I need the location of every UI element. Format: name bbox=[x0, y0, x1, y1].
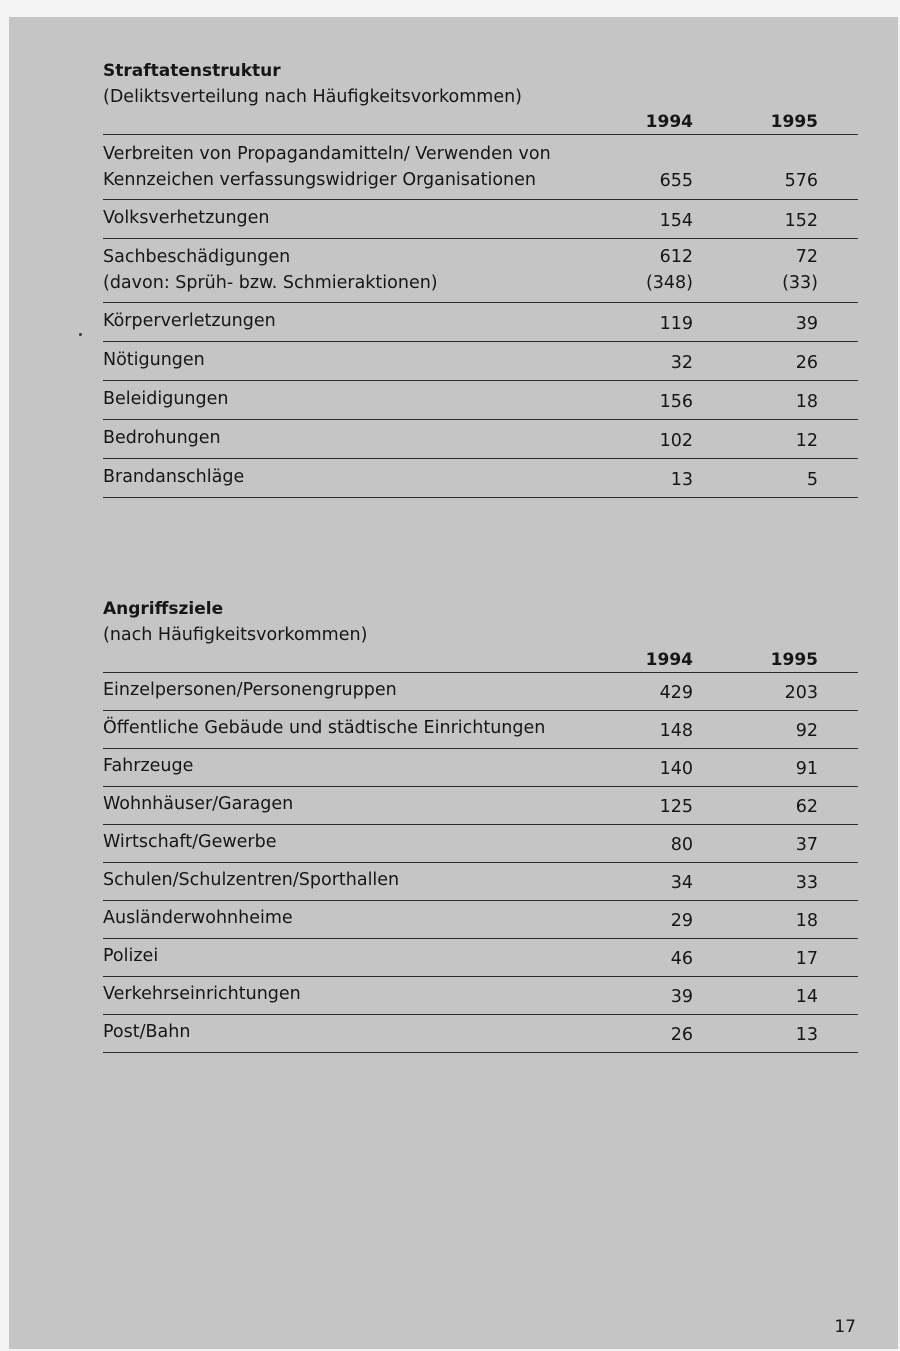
value-1994: 46 bbox=[670, 949, 693, 969]
row-label: Schulen/Schulzentren/Sporthallen bbox=[103, 870, 400, 890]
value-1994: 26 bbox=[670, 1025, 693, 1045]
row-label: Brandanschläge bbox=[103, 467, 245, 487]
value-1994: 39 bbox=[670, 987, 693, 1007]
row-label: Wohnhäuser/Garagen bbox=[103, 794, 294, 814]
row-label: Verbreiten von Propagandamitteln/ Verwenden von bbox=[103, 144, 551, 164]
value-1995: 12 bbox=[795, 431, 818, 451]
value-1995: 72 bbox=[795, 247, 818, 267]
section-angriffsziele bbox=[103, 596, 858, 1053]
value-1995: 576 bbox=[784, 171, 818, 191]
value-1995: 152 bbox=[784, 211, 818, 231]
row-label: Bedrohungen bbox=[103, 428, 221, 448]
table-row bbox=[103, 977, 858, 1015]
row-label: Beleidigungen bbox=[103, 389, 229, 409]
value-1994: 154 bbox=[659, 211, 693, 231]
value-1995-subtotal: (33) bbox=[782, 273, 818, 293]
row-label: Einzelpersonen/Personengruppen bbox=[103, 680, 397, 700]
column-header-1995: 1995 bbox=[770, 650, 818, 670]
table-row bbox=[103, 135, 858, 200]
table-row bbox=[103, 381, 858, 420]
row-label: Polizei bbox=[103, 946, 159, 966]
scan-speck bbox=[79, 333, 82, 336]
row-label: Fahrzeuge bbox=[103, 756, 194, 776]
value-1994: 148 bbox=[659, 721, 693, 741]
table-row bbox=[103, 303, 858, 342]
table-row bbox=[103, 749, 858, 787]
row-label: Post/Bahn bbox=[103, 1022, 191, 1042]
table-row bbox=[103, 342, 858, 381]
section-subtitle: (nach Häufigkeitsvorkommen) bbox=[103, 625, 368, 645]
value-1994: 34 bbox=[670, 873, 693, 893]
section-title: Angriffsziele bbox=[103, 599, 224, 619]
value-1994: 125 bbox=[659, 797, 693, 817]
value-1995: 14 bbox=[795, 987, 818, 1007]
value-1995: 62 bbox=[795, 797, 818, 817]
row-label: Öffentliche Gebäude und städtische Einrichtungen bbox=[103, 718, 546, 738]
column-header bbox=[103, 110, 858, 134]
value-1994: 140 bbox=[659, 759, 693, 779]
value-1995: 18 bbox=[795, 911, 818, 931]
value-1995: 13 bbox=[795, 1025, 818, 1045]
value-1995: 203 bbox=[784, 683, 818, 703]
value-1994: 429 bbox=[659, 683, 693, 703]
row-label: Wirtschaft/Gewerbe bbox=[103, 832, 277, 852]
row-label-continued: Kennzeichen verfassungswidriger Organisationen bbox=[103, 170, 536, 190]
row-label: Verkehrseinrichtungen bbox=[103, 984, 301, 1004]
row-label: Nötigungen bbox=[103, 350, 205, 370]
value-1994: 119 bbox=[659, 314, 693, 334]
column-header-1994: 1994 bbox=[645, 650, 693, 670]
value-1995: 39 bbox=[795, 314, 818, 334]
column-header-1995: 1995 bbox=[770, 112, 818, 132]
value-1994: 655 bbox=[659, 171, 693, 191]
row-label: Volksverhetzungen bbox=[103, 208, 270, 228]
value-1994: 29 bbox=[670, 911, 693, 931]
row-label: Sachbeschädigungen bbox=[103, 247, 291, 267]
table-row bbox=[103, 901, 858, 939]
row-label: Ausländerwohnheime bbox=[103, 908, 293, 928]
row-label-continued: (davon: Sprüh- bzw. Schmieraktionen) bbox=[103, 273, 438, 293]
value-1995: 5 bbox=[806, 470, 818, 490]
value-1995: 17 bbox=[795, 949, 818, 969]
value-1995: 33 bbox=[795, 873, 818, 893]
value-1995: 26 bbox=[795, 353, 818, 373]
section-subtitle: (Deliktsverteilung nach Häufigkeitsvorkommen) bbox=[103, 87, 523, 107]
table-row bbox=[103, 420, 858, 459]
table-row bbox=[103, 863, 858, 901]
column-header-1994: 1994 bbox=[645, 112, 693, 132]
value-1994: 13 bbox=[670, 470, 693, 490]
section-title: Straftatenstruktur bbox=[103, 61, 281, 81]
value-1994: 612 bbox=[659, 247, 693, 267]
table-row bbox=[103, 200, 858, 239]
value-1994: 32 bbox=[670, 353, 693, 373]
table-row bbox=[103, 673, 858, 711]
table-row bbox=[103, 787, 858, 825]
section-straftatenstruktur bbox=[103, 58, 858, 498]
table-row bbox=[103, 711, 858, 749]
table-row bbox=[103, 459, 858, 498]
column-header bbox=[103, 648, 858, 672]
value-1995: 37 bbox=[795, 835, 818, 855]
value-1994: 80 bbox=[670, 835, 693, 855]
value-1995: 18 bbox=[795, 392, 818, 412]
row-label: Körperverletzungen bbox=[103, 311, 276, 331]
value-1994-subtotal: (348) bbox=[645, 273, 693, 293]
value-1995: 91 bbox=[795, 759, 818, 779]
table-row bbox=[103, 239, 858, 303]
value-1995: 92 bbox=[795, 721, 818, 741]
document-page bbox=[9, 17, 898, 1349]
value-1994: 156 bbox=[659, 392, 693, 412]
page-number: 17 bbox=[834, 1317, 856, 1337]
table-row bbox=[103, 825, 858, 863]
table-row bbox=[103, 1015, 858, 1053]
value-1994: 102 bbox=[659, 431, 693, 451]
table-row bbox=[103, 939, 858, 977]
